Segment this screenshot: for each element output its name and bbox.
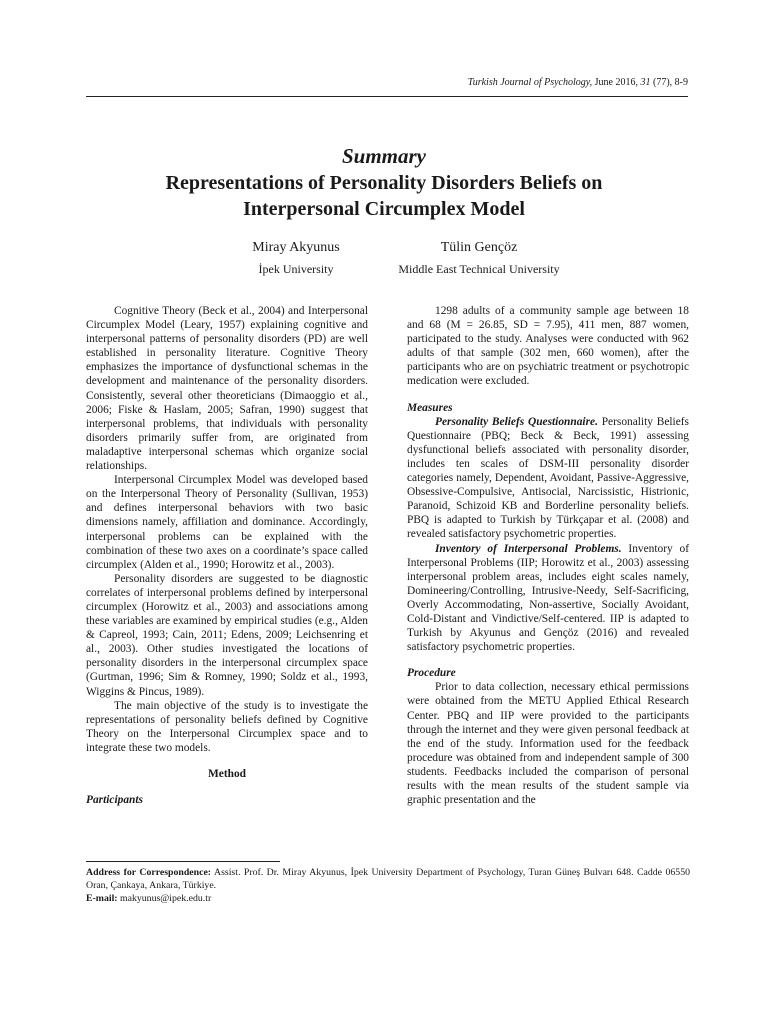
issue-date: June 2016, [592,77,641,88]
summary-label: Summary [341,144,427,168]
pbq-run-in-heading: Personality Beliefs Questionnaire. [435,415,598,428]
journal-name: Turkish Journal of Psychology, [467,77,593,88]
right-column [407,304,689,807]
participants-paragraph: 1298 adults of a community sample age between 18 and 68 (M = 26.85, SD = 7.95), 411 men, 887 women, participated to the study. Analyses were conducted with 962 adults of that sample (302 men, 660 women), after the participants who are on psychiatric treatment or psychotropic medication were excluded. [407,305,689,388]
measures-heading: Measures [407,401,453,414]
intro-paragraph-4: The main objective of the study is to investigate the representations of personality beliefs defined by Cognitive Theory on the Interpersonal Circumplex space and to integrate these two models. [86,699,368,754]
author-name-1: Miray Akyunus [252,240,340,255]
left-column [86,304,368,807]
iip-text: Inventory of Interpersonal Problems (IIP; Horowitz et al., 2003) assessing interpersonal problem areas, includes eight scales namely, Domineering/Controlling, Intrusive-Needy, Self-Sacrificing, Overly Accommodating, Non-assertive, Socially Avoidant, Cold-Distant and Vindictive/Self-centered. IIP is adapted to Turkish by Akyunus and Gençöz (2016) and revealed satisfactory psychometric properties. [407,542,690,654]
email-line [86,892,690,905]
author-name-2: Tülin Gençöz [440,240,518,255]
email-address: makyunus@ipek.edu.tr [117,893,212,904]
article-title-line-2: Interpersonal Circumplex Model [243,198,525,220]
issue-pages: (77), 8-9 [650,77,688,88]
correspondence-footnote [86,866,690,905]
iip-run-in-heading: Inventory of Interpersonal Problems. [435,542,622,555]
author-affiliation-1: İpek University [258,262,334,276]
participants-heading: Participants [86,794,143,807]
intro-paragraph-2: Interpersonal Circumplex Model was developed based on the Interpersonal Theory of Personality (Sullivan, 1953) and defines interpersonal behaviors with two basic dimensions namely, affiliation and dominance. Accordingly, interpersonal problems can be explained with the combination of these two axes on a coordinate’s space called circumplex (Alden et al., 1990; Horowitz et al., 2003). [86,474,368,571]
iip-paragraph [407,542,689,655]
intro-paragraph-1: Cognitive Theory (Beck et al., 2004) and Interpersonal Circumplex Model (Leary, 1957) explaining cognitive and interpersonal patterns of personality disorders (PD) are well established in personality literature. Cognitive Theory emphasizes the importance of dysfunctional schemas in the development and maintenance of the personality disorders. Consistently, several other theoreticians (Dimaoggio et al., 2006; Fiske & Haslam, 2005; Safran, 1990) suggest that interpersonal problems, that individuals with personality disorders primarily suffer from, are originated from maladaptive interpersonal schemas which organize social relationships. [86,305,368,473]
footnote-rule [86,861,280,862]
procedure-heading: Procedure [407,667,456,680]
pbq-text: Personality Beliefs Questionnaire (PBQ; Beck & Beck, 1991) assessing dysfunctional beliefs associated with personality disorder, includes ten scales of DSM-III personality disorder categories namely, Dependent, Avoidant, Passive-Aggressive, Obsessive-Compulsive, Antisocial, Narcissistic, Histrionic, Paranoid, Schizoid KB and Borderline personality beliefs. PBQ is adapted to Turkish by Türkçapar et al. (2008) and revealed satisfactory psychometric properties. [407,415,689,541]
pbq-paragraph [407,415,689,542]
address-line [86,866,690,892]
method-heading: Method [208,768,246,780]
running-head [86,77,688,89]
volume-number: 31 [640,77,651,88]
address-label: Address for Correspondence: [86,867,212,878]
header-rule [86,96,688,97]
article-title-line-1: Representations of Personality Disorders Beliefs on [165,172,603,194]
email-label: E-mail: [86,893,118,904]
address-text: Assist. Prof. Dr. Miray Akyunus, İpek University Department of Psychology, Turan Güneş Bulvarı 648. Cadde 06550 Oran, Çankaya, Ankara, Türkiye. [86,867,690,891]
author-affiliation-2: Middle East Technical University [398,262,560,276]
intro-paragraph-3: Personality disorders are suggested to be diagnostic correlates of interpersonal problems defined by interpersonal circumplex (Horowitz et al., 2003) and associations among these variables are examined by empirical studies (e.g., Alden & Capreol, 1993; Cain, 2011; Edens, 2009; Leichsenring et al., 2003). Other studies investigated the locations of personality disorders in the interpersonal circumplex space (Gurtman, 1996; Sim & Romney, 1990; Soldz et al., 1993, Wiggins & Pincus, 1989). [86,572,368,698]
procedure-paragraph: Prior to data collection, necessary ethical permissions were obtained from the METU Applied Ethical Research Center. PBQ and IIP were provided to the participants through the internet and they were given personal feedback at the end of the study. Information used for the feedback procedure was obtained from and independent sample of 300 students. Feedbacks included the comparison of personal results with the mean results of the student sample via graphic presentation and the [407,681,689,807]
